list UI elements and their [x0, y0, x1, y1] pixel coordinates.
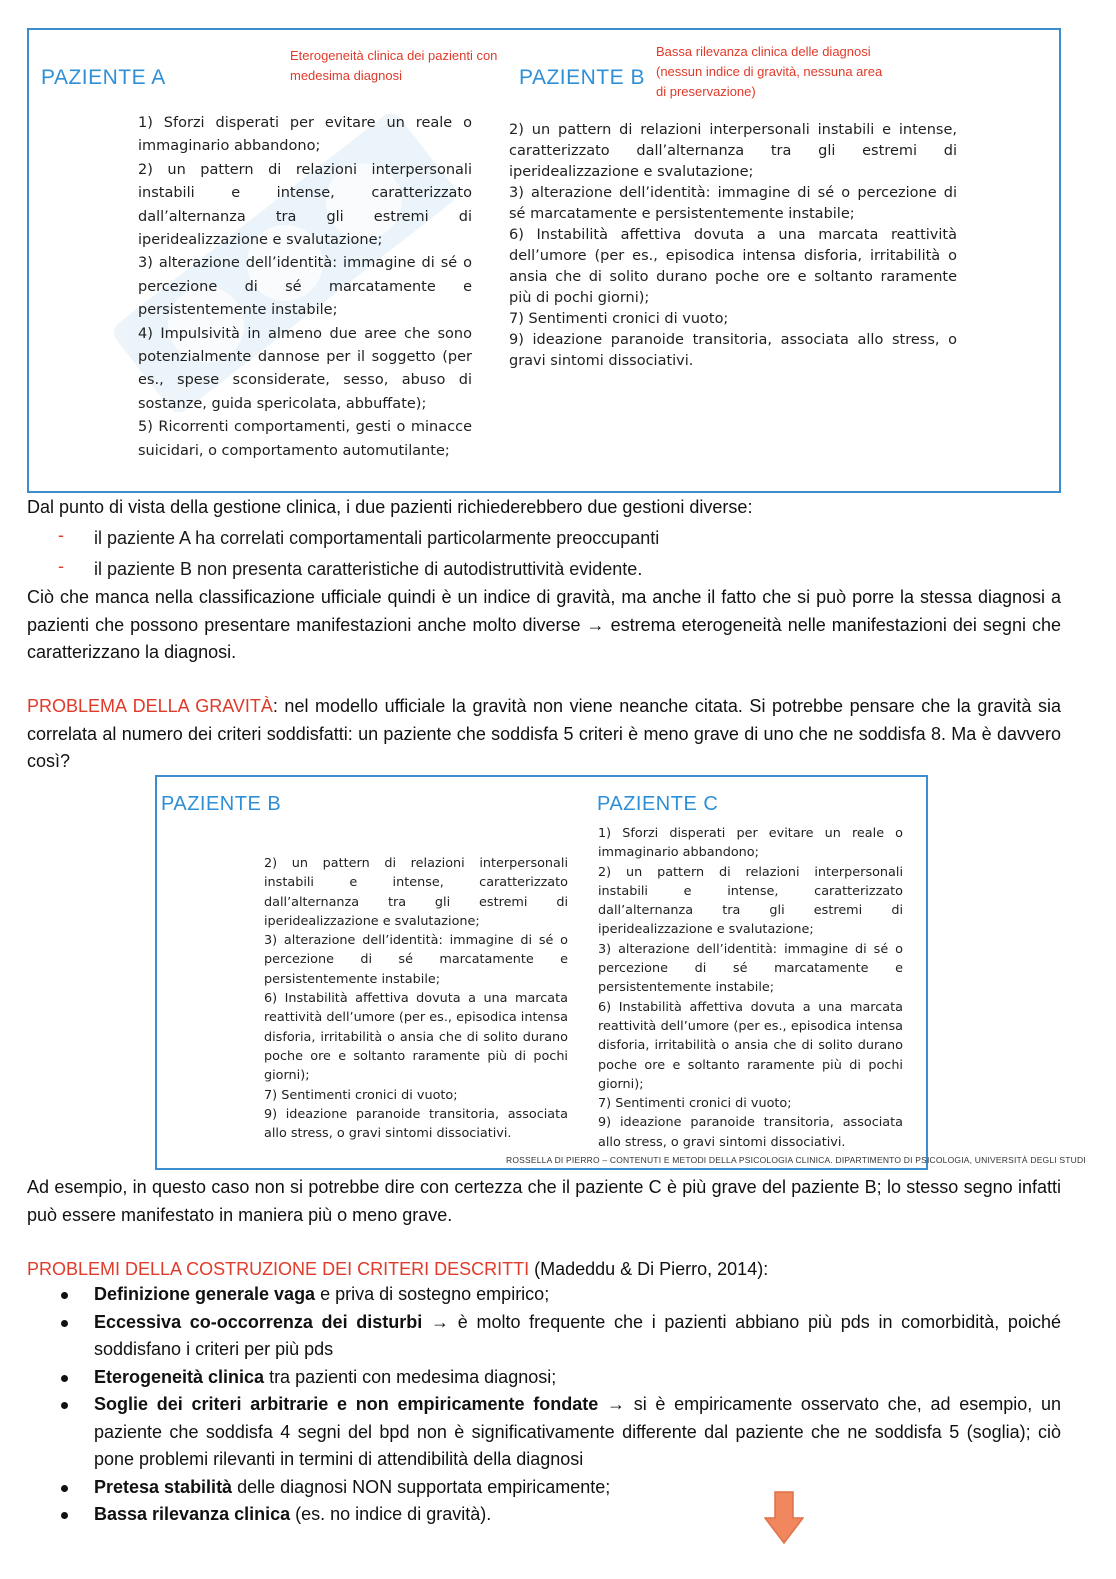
figure-credit: ROSSELLA DI PIERRO – CONTENUTI E METODI DELLA PSICOLOGIA CLINICA. DIPARTIMENTO DI PSICOLOGIA, UNIVERSITÀ DEGLI STUDI — [506, 1155, 1086, 1165]
paragraph-problema-gravita — [27, 693, 1061, 776]
paziente-b-title: PAZIENTE B — [519, 66, 645, 89]
item-bold: Eterogeneità clinica — [94, 1366, 265, 1387]
criterion: 7) Sentimenti cronici di vuoto; — [264, 1087, 458, 1103]
bullet-dot — [61, 1292, 68, 1299]
item-text: delle diagnosi NON supportata empiricamente; — [232, 1476, 611, 1497]
criterion: 6) Instabilità affettiva dovuta a una marcata reattività dell’umore (per es., episodica intensa disforia, irritabilità o ansia che di solito durano poche ore e soltanto raramente più di pochi giorni); — [264, 991, 568, 1084]
criteria-list-a — [138, 112, 472, 463]
criterion: 6) Instabilità affettiva dovuta a una marcata reattività dell’umore (per es., episodica intensa disforia, irritabilità o ansia che di solito durano poche ore e soltanto raramente più di pochi giorni); — [509, 227, 957, 306]
criterion: 3) alterazione dell’identità: immagine di sé o percezione di sé marcatamente e persistentemente instabile; — [138, 255, 472, 319]
item-bold: Definizione generale vaga — [94, 1284, 316, 1304]
item-bold: Bassa rilevanza clinica — [94, 1504, 291, 1524]
criterion: 3) alterazione dell’identità: immagine di sé o percezione di sé marcatamente e persistentemente instabile; — [264, 933, 568, 987]
item-bold: Soglie dei criteri arbitrarie e non empiricamente fondate — [94, 1394, 599, 1414]
bullet-dot — [61, 1375, 68, 1382]
dash-item: il paziente A ha correlati comportamentali particolarmente preoccupanti — [94, 528, 660, 548]
item-text: tra pazienti con medesima diagnosi; — [264, 1366, 557, 1387]
note-line: medesima diagnosi — [290, 68, 403, 83]
list-item — [94, 1364, 1061, 1392]
bullet-dot — [61, 1485, 68, 1492]
criterion: 2) un pattern di relazioni interpersonali instabili e intense, caratterizzato dall’alternanza tra gli estremi di iperidealizzazione e svalutazione; — [138, 161, 472, 249]
note-bassa-rilevanza — [656, 42, 956, 102]
dash-bullet: - — [58, 525, 64, 545]
paziente-c-title: PAZIENTE C — [597, 793, 719, 815]
down-arrow-icon — [764, 1491, 804, 1545]
criterion: 7) Sentimenti cronici di vuoto; — [509, 311, 729, 327]
criterion: 6) Instabilità affettiva dovuta a una marcata reattività dell’umore (per es., episodica intensa disforia, irritabilità o ansia che di solito durano poche ore e soltanto raramente più di pochi giorni); — [598, 999, 903, 1092]
note-line: (nessun indice di gravità, nessuna area — [656, 64, 883, 79]
item-text: (es. no indice di gravità). — [290, 1504, 492, 1524]
paragraph-indice-gravita: Ciò che manca nella classificazione ufficiale quindi è un indice di gravità, ma anche il fatto che si può porre la stessa diagnosi a pazienti che possono presentare manifestazioni anche molto diverse → estrema eterogeneità nelle manifestazioni dei segni che caratterizzano la diagnosi. — [27, 587, 1061, 662]
list-item — [94, 1474, 1061, 1502]
criteria-list-c — [598, 824, 903, 1152]
list-item — [94, 1391, 1061, 1474]
bullet-dot — [61, 1320, 68, 1327]
paragraph-problemi-costruzione — [27, 1256, 1061, 1284]
paragraph-text: (Madeddu & Di Pierro, 2014): — [529, 1259, 769, 1279]
criterion: 9) ideazione paranoide transitoria, associata allo stress, o gravi sintomi dissociativi. — [264, 1106, 568, 1142]
problems-list — [27, 1281, 1061, 1529]
criterion: 2) un pattern di relazioni interpersonali instabili e intense, caratterizzato dall’alternanza tra gli estremi di iperidealizzazione e svalutazione; — [598, 864, 903, 938]
note-line: Eterogeneità clinica dei pazienti con — [290, 48, 498, 63]
criterion: 4) Impulsività in almeno due aree che sono potenzialmente dannose per il soggetto (per es., spese sconsiderate, sesso, abuso di sostanze, guida spericolata, abbuffate); — [138, 325, 472, 412]
paragraph-gestione: Dal punto di vista della gestione clinica, i due pazienti richiederebbero due gestioni diverse: — [27, 497, 753, 517]
bullet-dot — [61, 1512, 68, 1519]
criterion: 2) un pattern di relazioni interpersonali instabili e intense, caratterizzato dall’alternanza tra gli estremi di iperidealizzazione e svalutazione; — [509, 122, 957, 180]
section-heading: PROBLEMA DELLA GRAVITÀ — [27, 696, 273, 716]
dash-item: il paziente B non presenta caratteristiche di autodistruttività evidente. — [94, 559, 643, 579]
paragraph-esempio: Ad esempio, in questo caso non si potrebbe dire con certezza che il paziente C è più grave del paziente B; lo stesso segno infatti può essere manifestato in maniera più o meno grave. — [27, 1177, 1061, 1225]
item-bold: Eccessiva co-occorrenza dei disturbi — [94, 1311, 423, 1332]
paziente-a-title: PAZIENTE A — [41, 66, 166, 89]
note-line: Bassa rilevanza clinica delle diagnosi — [656, 44, 871, 59]
criterion: 3) alterazione dell’identità: immagine di sé o percezione di sé marcatamente e persistentemente instabile; — [598, 941, 903, 996]
note-line: di preservazione) — [656, 84, 756, 99]
list-item — [94, 1501, 1061, 1529]
list-item — [94, 1309, 1061, 1364]
criterion: 1) Sforzi disperati per evitare un reale o immaginario abbandono; — [598, 826, 903, 861]
item-bold: Pretesa stabilità — [94, 1476, 233, 1497]
criteria-list-b2 — [264, 854, 568, 1143]
bullet-dot — [61, 1402, 68, 1409]
criterion: 7) Sentimenti cronici di vuoto; — [598, 1096, 792, 1112]
criterion: 3) alterazione dell’identità: immagine di sé o percezione di sé marcatamente e persistentemente instabile; — [509, 185, 957, 222]
section-heading: PROBLEMI DELLA COSTRUZIONE DEI CRITERI DESCRITTI — [27, 1259, 530, 1279]
note-eterogeneita — [290, 46, 550, 86]
criterion: 9) ideazione paranoide transitoria, associata allo stress, o gravi sintomi dissociativi. — [509, 332, 957, 369]
figure-paziente-b-c — [155, 775, 1086, 1170]
criterion: 2) un pattern di relazioni interpersonali instabili e intense, caratterizzato dall’alternanza tra gli estremi di iperidealizzazione e svalutazione; — [264, 856, 568, 929]
item-text: → è molto frequente che i pazienti abbiano più pds in comorbidità, poiché soddisfano i criteri per più pds — [94, 1311, 1061, 1359]
figure-paziente-a-b — [27, 28, 1061, 493]
paragraph-text: : nel modello ufficiale la gravità non viene neanche citata. Si potrebbe pensare che la gravità sia correlata al numero dei criteri soddisfatti: un paziente che soddisfa 5 criteri è meno grave di uno che ne soddisfa 8. Ma è davvero così? — [27, 696, 1061, 771]
criterion: 9) ideazione paranoide transitoria, associata allo stress, o gravi sintomi dissociativi. — [598, 1115, 903, 1150]
list-item — [94, 1281, 1061, 1309]
item-text: e priva di sostegno empirico; — [315, 1284, 550, 1304]
criterion: 1) Sforzi disperati per evitare un reale o immaginario abbandono; — [138, 115, 472, 155]
item-text: → si è empiricamente osservato che, ad esempio, un paziente che soddisfa 4 segni del bpd non è significativamente differente dal paziente che ne soddisfa 5 (soglia); ciò pone problemi rilevanti in termini di attendibilità della diagnosi — [94, 1394, 1061, 1469]
paziente-b-title: PAZIENTE B — [161, 793, 282, 815]
criteria-list-b — [509, 120, 957, 372]
criterion: 5) Ricorrenti comportamenti, gesti o minacce suicidari, o comportamento automutilante; — [138, 419, 472, 459]
dash-bullet: - — [58, 556, 64, 576]
